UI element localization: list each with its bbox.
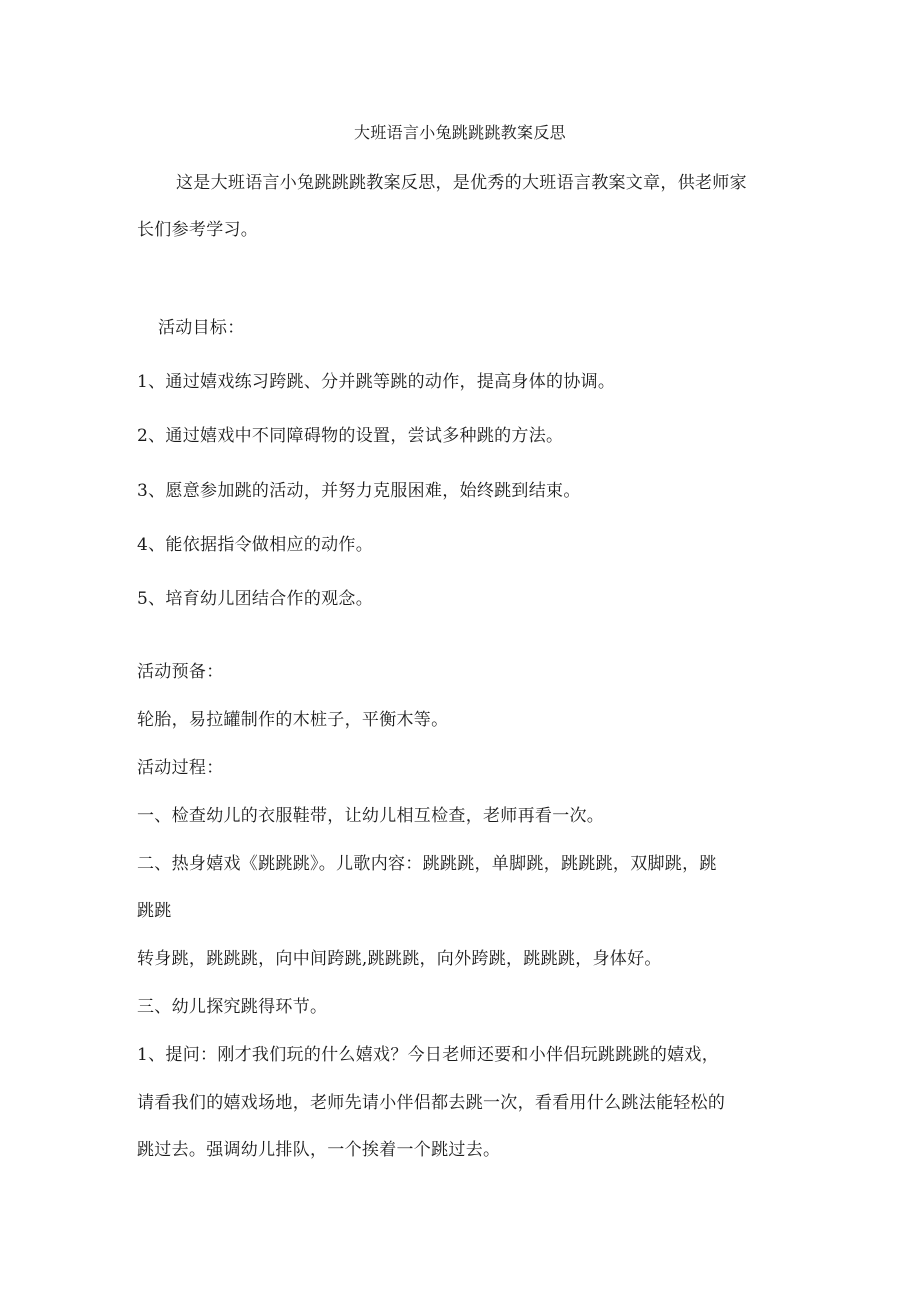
process-heading: 活动过程： xyxy=(137,758,224,778)
goal-item-2: 2、通过嬉戏中不同障碍物的设置，尝试多种跳的方法。 xyxy=(137,426,564,446)
document-title: 大班语言小兔跳跳跳教案反思 xyxy=(354,123,566,142)
goal-item-3: 3、愿意参加跳的活动，并努力克服困难，始终跳到结束。 xyxy=(137,481,581,501)
goal-item-5: 5、培育幼儿团结合作的观念。 xyxy=(137,589,374,609)
process-line-8: 跳过去。强调幼儿排队，一个挨着一个跳过去。 xyxy=(137,1140,501,1160)
intro-line-2: 长们参考学习。 xyxy=(137,220,259,240)
intro-line-1: 这是大班语言小兔跳跳跳教案反思，是优秀的大班语言教案文章，供老师家 xyxy=(176,173,747,193)
goals-heading: 活动目标： xyxy=(158,318,245,338)
process-line-6: 1、提问：刚才我们玩的什么嬉戏？今日老师还要和小伴侣玩跳跳跳的嬉戏， xyxy=(137,1045,720,1065)
goal-item-4: 4、能依据指令做相应的动作。 xyxy=(137,535,374,555)
process-line-5: 三、幼儿探究跳得环节。 xyxy=(137,997,328,1017)
goal-item-1: 1、通过嬉戏练习跨跳、分并跳等跳的动作，提高身体的协调。 xyxy=(137,372,616,392)
process-line-4: 转身跳，跳跳跳，向中间跨跳,跳跳跳，向外跨跳，跳跳跳，身体好。 xyxy=(137,949,662,969)
process-line-3: 跳跳 xyxy=(137,901,172,921)
process-line-7: 请看我们的嬉戏场地，老师先请小伴侣都去跳一次，看看用什么跳法能轻松的 xyxy=(137,1093,726,1113)
prep-text: 轮胎，易拉罐制作的木桩子，平衡木等。 xyxy=(137,710,449,730)
process-line-2: 二、热身嬉戏《跳跳跳》。儿歌内容：跳跳跳，单脚跳，跳跳跳，双脚跳，跳 xyxy=(137,854,717,874)
process-line-1: 一、检查幼儿的衣服鞋带，让幼儿相互检查，老师再看一次。 xyxy=(137,806,605,826)
prep-heading: 活动预备： xyxy=(137,662,224,682)
